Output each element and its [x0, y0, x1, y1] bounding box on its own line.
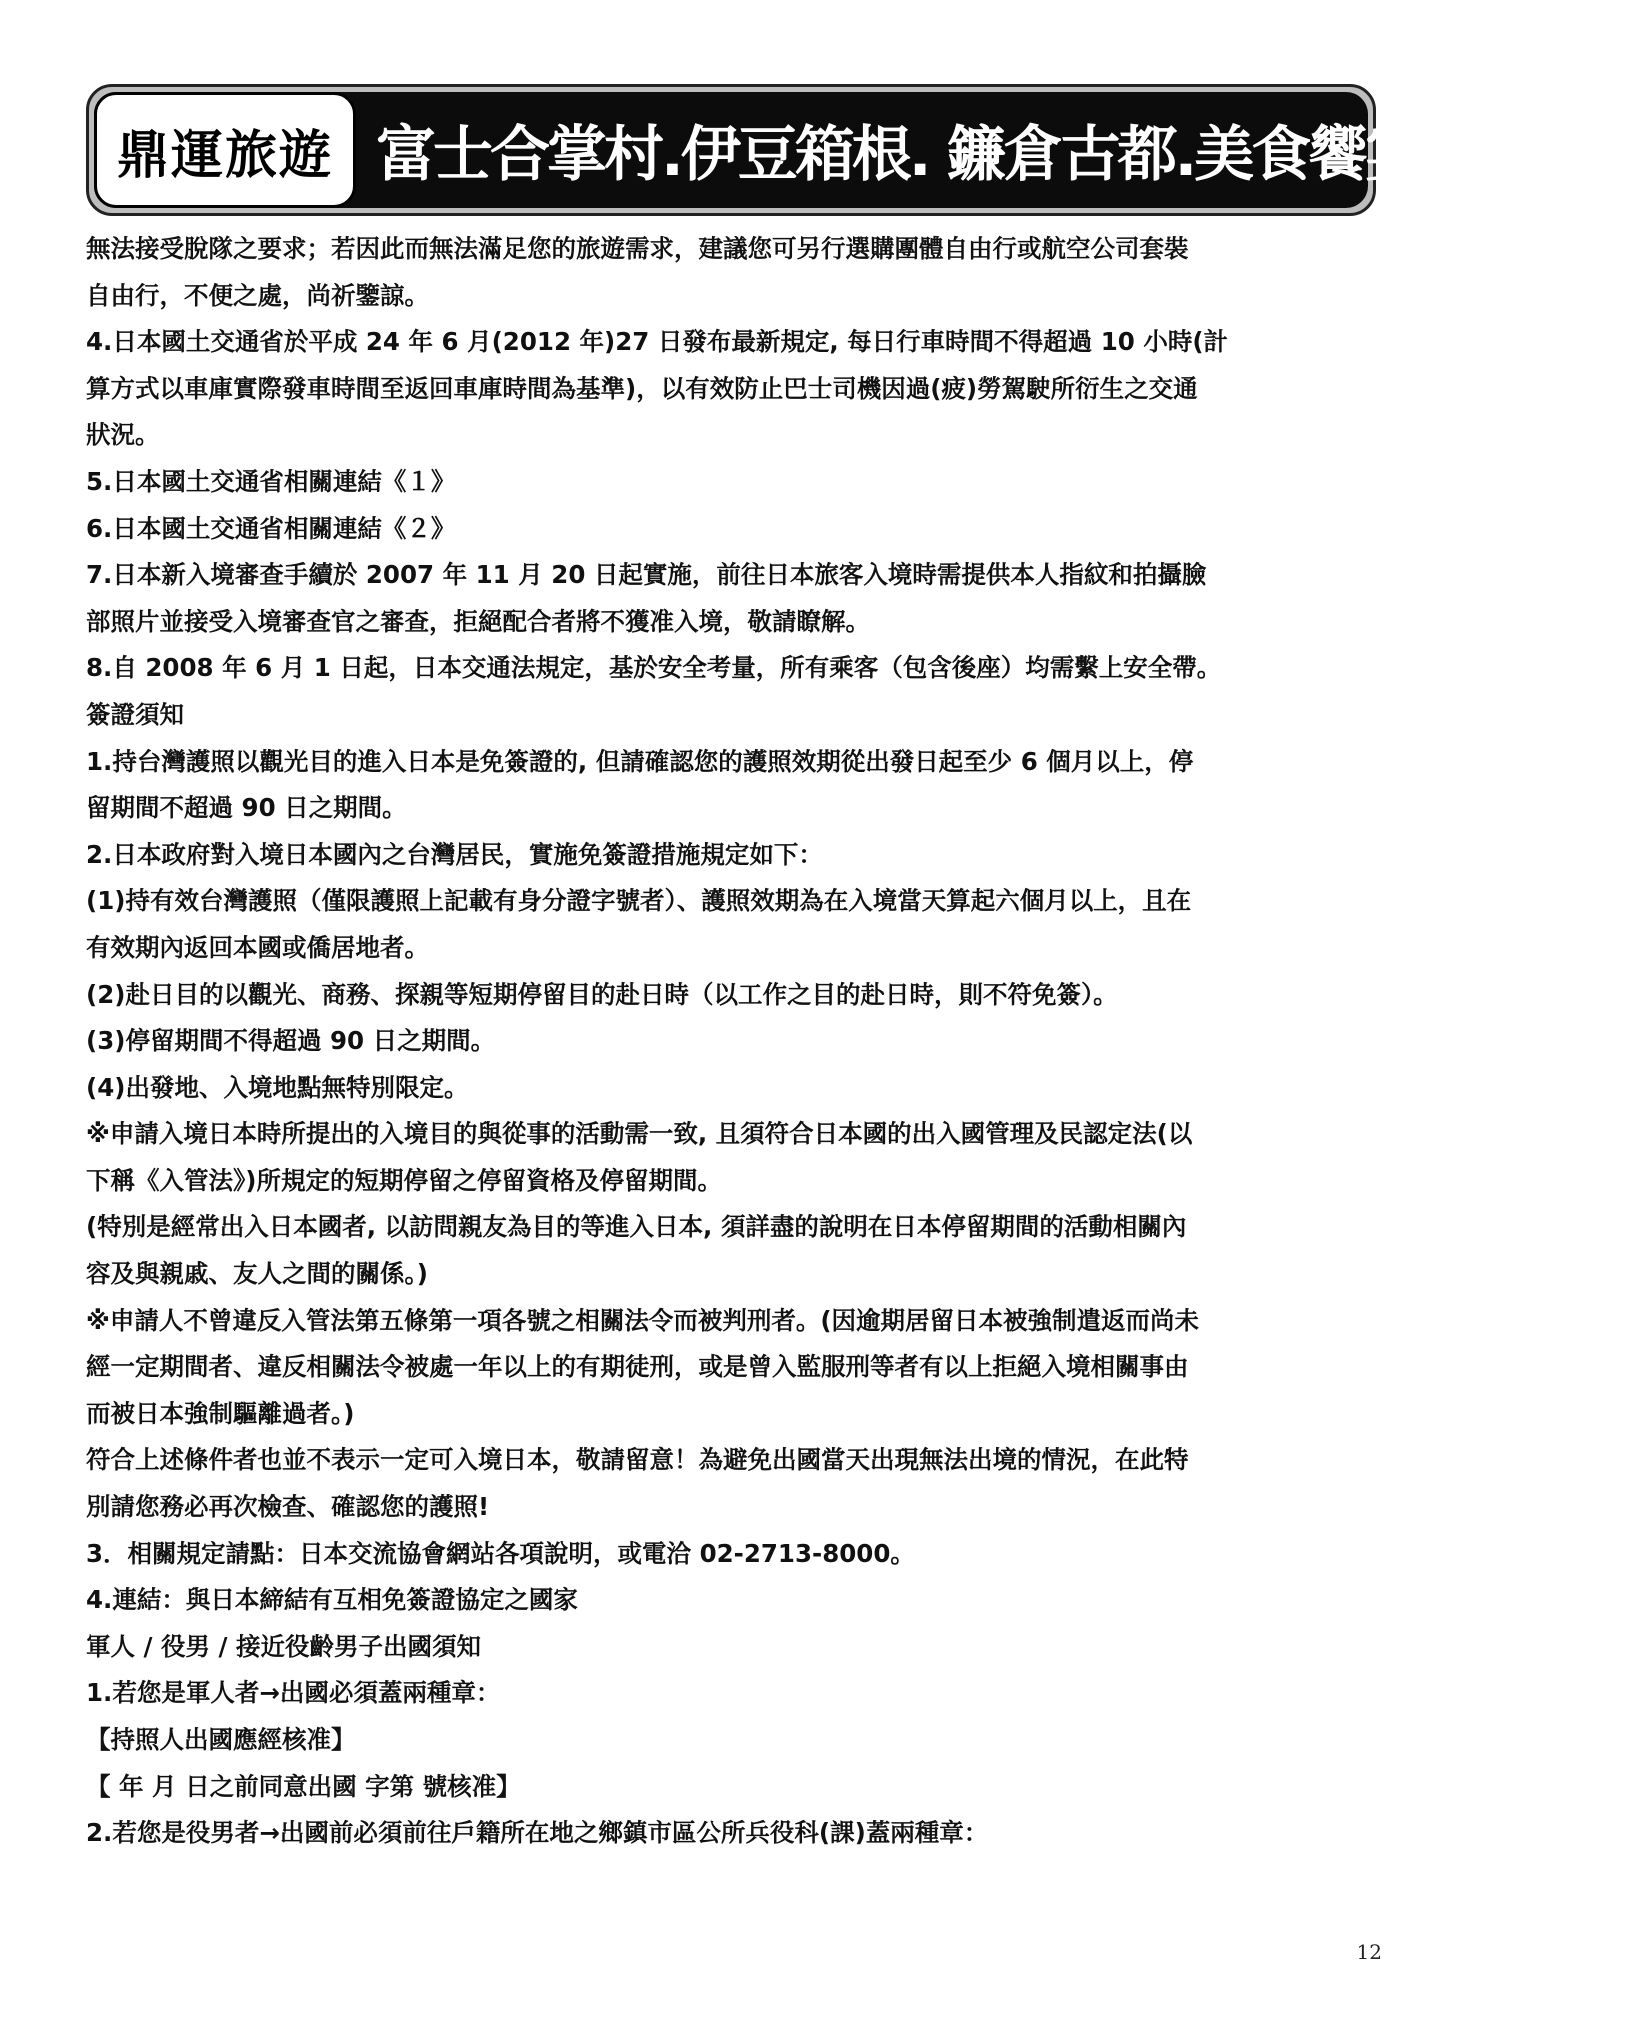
- text-line: 6.日本國土交通省相關連結《２》: [86, 513, 456, 543]
- text-line: ※申請人不曾違反入管法第五條第一項各號之相關法令而被判刑者。(因逾期居留日本被強制遣返而尚未: [86, 1305, 1200, 1335]
- section-heading-visa: 簽證須知: [86, 699, 184, 729]
- brand-box: [94, 92, 356, 208]
- text-line: ※申請入境日本時所提出的入境目的與從事的活動需一致, 且須符合日本國的出入國管理及民認定法(以: [86, 1119, 1193, 1149]
- text-line: (特別是經常出入日本國者, 以訪問親友為目的等進入日本, 須詳盡的說明在日本停留期間的活動相關內: [86, 1212, 1187, 1242]
- text-line: 部照片並接受入境審查官之審查，拒絕配合者將不獲准入境，敬請瞭解。: [86, 606, 870, 636]
- text-line: (4)出發地、入境地點無特別限定。: [86, 1072, 469, 1102]
- text-line: (2)赴日目的以觀光、商務、探親等短期停留目的赴日時（以工作之目的赴日時，則不符免簽）。: [86, 979, 1118, 1009]
- text-line: 4.連結：與日本締結有互相免簽證協定之國家: [86, 1585, 578, 1615]
- text-line: 自由行，不便之處，尚祈鑒諒。: [86, 280, 429, 310]
- page-number: 12: [1356, 1940, 1382, 1964]
- text-line: 1.若您是軍人者→出國必須蓋兩種章：: [86, 1678, 501, 1708]
- text-line: 有效期內返回本國或僑居地者。: [86, 932, 429, 962]
- tour-title: 富士合掌村.伊豆箱根. 鐮倉古都.美食饗宴溫泉五日: [376, 120, 1650, 190]
- text-line: 符合上述條件者也並不表示一定可入境日本，敬請留意！為避免出國當天出現無法出境的情況，在此特: [86, 1445, 1189, 1475]
- text-line: 留期間不超過 90 日之期間。: [86, 793, 407, 823]
- text-line: 容及與親戚、友人之間的關係。): [86, 1259, 428, 1289]
- text-line: 8.自 2008 年 6 月 1 日起，日本交通法規定，基於安全考量，所有乘客（包含後座）均需繫上安全帶。: [86, 653, 1222, 683]
- text-line: 【 年 月 日之前同意出國 字第 號核准】: [86, 1771, 521, 1801]
- section-heading-military: 軍人 / 役男 / 接近役齡男子出國須知: [86, 1631, 482, 1661]
- text-line: 下稱《入管法》)所規定的短期停留之停留資格及停留期間。: [86, 1165, 722, 1195]
- text-line: 1.持台灣護照以觀光目的進入日本是免簽證的, 但請確認您的護照效期從出發日起至少 6 個月以上，停: [86, 746, 1194, 776]
- text-line: (3)停留期間不得超過 90 日之期間。: [86, 1026, 496, 1056]
- document-body: [86, 226, 1386, 1857]
- text-line: 而被日本強制驅離過者。): [86, 1398, 355, 1428]
- text-line: 無法接受脫隊之要求；若因此而無法滿足您的旅遊需求，建議您可另行選購團體自由行或航空公司套裝: [86, 234, 1189, 263]
- brand-name: 鼎運旅遊: [116, 125, 333, 186]
- text-line: 5.日本國土交通省相關連結《１》: [86, 466, 456, 496]
- text-line: 算方式以車庫實際發車時間至返回車庫時間為基準)，以有效防止巴士司機因過(疲)勞駕駛所衍生之交通: [86, 373, 1198, 403]
- text-line: 狀況。: [86, 420, 160, 450]
- header-inner: [94, 92, 1650, 208]
- text-line: 4.日本國土交通省於平成 24 年 6 月(2012 年)27 日發布最新規定, 每日行車時間不得超過 10 小時(計: [86, 327, 1229, 357]
- text-line: 【持照人出國應經核准】: [86, 1725, 356, 1754]
- header-banner: [86, 84, 1650, 216]
- text-line: 別請您務必再次檢查、確認您的護照!: [86, 1492, 490, 1522]
- text-line: 經一定期間者、違反相關法令被處一年以上的有期徒刑，或是曾入監服刑等者有以上拒絕入境相關事由: [86, 1352, 1189, 1382]
- text-line: 2.若您是役男者→出國前必須前往戶籍所在地之鄉鎮市區公所兵役科(課)蓋兩種章：: [86, 1818, 989, 1848]
- text-line: (1)持有效台灣護照（僅限護照上記載有身分證字號者）、護照效期為在入境當天算起六個月以上，且在: [86, 886, 1192, 916]
- text-line: 3．相關規定請點：日本交流協會網站各項說明，或電洽 02-2713-8000。: [86, 1538, 915, 1568]
- text-line: 7.日本新入境審查手續於 2007 年 11 月 20 日起實施，前往日本旅客入境時需提供本人指紋和拍攝臉: [86, 560, 1207, 590]
- text-line: 2.日本政府對入境日本國內之台灣居民，實施免簽證措施規定如下：: [86, 839, 823, 869]
